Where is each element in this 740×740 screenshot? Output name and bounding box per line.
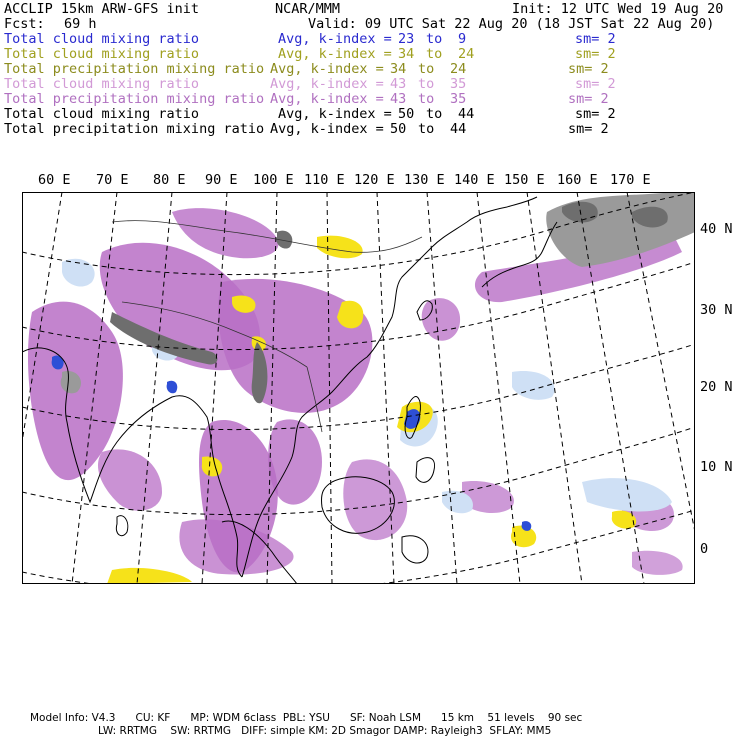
legend-smoothing: sm= 2 — [575, 106, 616, 122]
legend-k-to: 35 — [450, 91, 467, 107]
legend-k-from: 34 — [398, 46, 415, 62]
legend-to: to — [426, 31, 443, 47]
legend-stat: Avg, k-index = — [278, 106, 392, 122]
legend-k-from: 50 — [398, 106, 415, 122]
legend-k-to: 44 — [458, 106, 475, 122]
legend-field-name: Total precipitation mixing ratio — [4, 61, 265, 77]
legend-smoothing: sm= 2 — [575, 31, 616, 47]
lat-label: 20 N — [700, 379, 733, 395]
legend-smoothing: sm= 2 — [575, 76, 616, 92]
legend-stat: Avg, k-index = — [270, 121, 384, 137]
legend-k-from: 43 — [390, 76, 407, 92]
legend-k-from: 23 — [398, 31, 415, 47]
lon-label: 140 E — [454, 172, 495, 188]
lat-label: 0 — [700, 541, 709, 557]
legend-stat: Avg, k-index = — [278, 46, 392, 62]
legend-k-to: 24 — [458, 46, 475, 62]
forecast-hour: 69 h — [64, 16, 97, 32]
lon-label: 90 E — [205, 172, 238, 188]
legend-stat: Avg, k-index = — [270, 91, 384, 107]
lon-label: 120 E — [354, 172, 395, 188]
legend-field-name: Total cloud mixing ratio — [4, 106, 200, 122]
legend-to: to — [418, 61, 435, 77]
organization: NCAR/MMM — [275, 1, 341, 17]
legend-k-to: 9 — [458, 31, 467, 47]
legend-k-from: 34 — [390, 61, 407, 77]
forecast-map — [22, 192, 695, 584]
lon-label: 110 E — [304, 172, 345, 188]
legend-stat: Avg, k-index = — [270, 61, 384, 77]
model-title: ACCLIP 15km ARW-GFS init — [4, 1, 200, 17]
legend-to: to — [426, 106, 443, 122]
legend-smoothing: sm= 2 — [575, 46, 616, 62]
legend-k-from: 50 — [390, 121, 407, 137]
legend-field-name: Total precipitation mixing ratio — [4, 121, 265, 137]
legend-k-to: 35 — [450, 76, 467, 92]
model-info-line1: Model Info: V4.3 CU: KF MP: WDM 6class PBL: YSU SF: Noah LSM 15 km 51 levels 90 sec — [30, 712, 583, 724]
lat-label: 40 N — [700, 221, 733, 237]
legend-to: to — [418, 91, 435, 107]
legend-field-name: Total cloud mixing ratio — [4, 76, 200, 92]
lon-label: 60 E — [38, 172, 71, 188]
forecast-label: Fcst: — [4, 16, 45, 32]
legend-to: to — [418, 76, 435, 92]
legend-k-to: 44 — [450, 121, 467, 137]
lon-label: 80 E — [153, 172, 186, 188]
legend-stat: Avg, k-index = — [278, 31, 392, 47]
lon-label: 150 E — [504, 172, 545, 188]
lon-label: 70 E — [96, 172, 129, 188]
lon-label: 100 E — [253, 172, 294, 188]
init-time: Init: 12 UTC Wed 19 Aug 20 — [512, 1, 724, 17]
legend-smoothing: sm= 2 — [568, 121, 609, 137]
valid-time: Valid: 09 UTC Sat 22 Aug 20 (18 JST Sat 22 Aug 20) — [308, 16, 715, 32]
legend-k-to: 24 — [450, 61, 467, 77]
legend-smoothing: sm= 2 — [568, 91, 609, 107]
legend-stat: Avg, k-index = — [270, 76, 384, 92]
model-info-line2: LW: RRTMG SW: RRTMG DIFF: simple KM: 2D Smagor DAMP: Rayleigh3 SFLAY: MM5 — [98, 725, 552, 737]
lat-label: 30 N — [700, 302, 733, 318]
legend-field-name: Total precipitation mixing ratio — [4, 91, 265, 107]
lat-label: 10 N — [700, 459, 733, 475]
legend-k-from: 43 — [390, 91, 407, 107]
legend-field-name: Total cloud mixing ratio — [4, 46, 200, 62]
legend-to: to — [418, 121, 435, 137]
lon-label: 130 E — [404, 172, 445, 188]
lon-label: 170 E — [610, 172, 651, 188]
legend-field-name: Total cloud mixing ratio — [4, 31, 200, 47]
legend-smoothing: sm= 2 — [568, 61, 609, 77]
lon-label: 160 E — [557, 172, 598, 188]
legend-to: to — [426, 46, 443, 62]
